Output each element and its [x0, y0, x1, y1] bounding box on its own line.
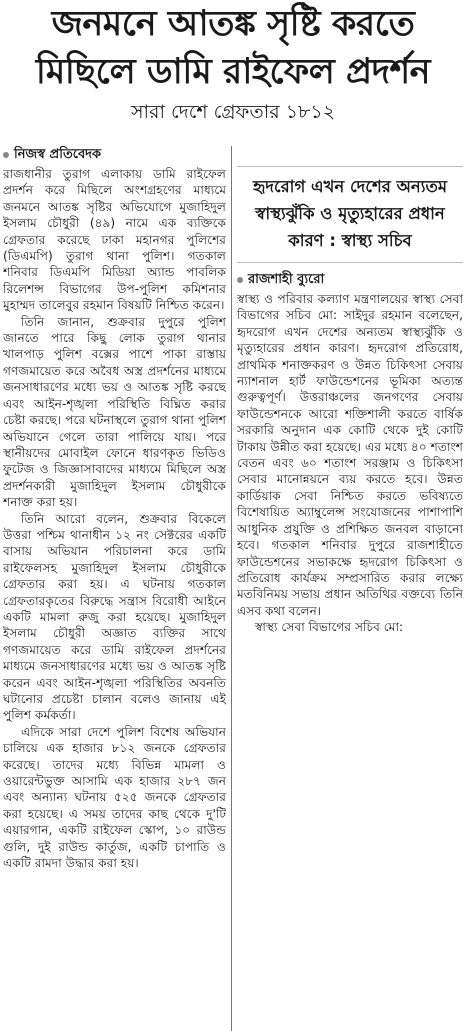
bullet-icon [3, 152, 9, 158]
story1-paragraph: রাজধানীর তুরাগ এলাকায় ডামি রাইফেল প্রদর্শন করে মিছিলে অংশগ্রহণের মাধ্যমে জনমনে আতঙ্ক সৃষ্টির অভিযোগে মুজাহিদুল ইসলাম চৌধুরী (৪৯) নামে এক ব্যক্তিকে গ্রেফতার করেছে ঢাকা মহানগর পুলিশের (ডিএমপি) তুরাগ থানা পুলিশ। গতকাল শনিবার ডিএমপি মিডিয়া অ্যান্ড পাবলিক রিলেশন্স বিভাগের উপ-পুলিশ কমিশনার মুহাম্মদ তালেবুর রহমান বিষয়টি নিশ্চিত করেন। [3, 167, 226, 313]
story1-paragraph: তিনি আরো বলেন, শুক্রবার বিকেলে উত্তরা পশ্চিম থানাধীন ১২ নং সেক্টরের একটি বাসায় অভিযান পরিচালনা করে ডামি রাইফেলসহ মুজাহিদুল ইসলাম চৌধুরীকে গ্রেফতার করা হয়। এ ঘটনায় গতকাল গ্রেফতারকৃতের বিরুদ্ধে সন্ত্রাস বিরোধী আইনে একটি মামলা রুজু করা হয়েছে। মুজাহিদুল ইসলাম চৌধুরী অজ্ঞাত ব্যক্তির সাথে গণজমায়েত করে ডামি রাইফেল প্রদর্শনের মাধ্যমে জনসাধারণের মধ্যে ভয় ও আতঙ্ক সৃষ্টি করেন এবং আইন-শৃঙ্খলা পরিস্থিতির অবনতি ঘটানোর প্রচেষ্টা চালান বলেও জানায় এই পুলিশ কর্মকর্তা। [3, 511, 226, 723]
left-column [3, 146, 226, 1031]
headline-block [0, 0, 466, 126]
headline-line-1: জনমনে আতঙ্ক সৃষ্টি করতে [51, 4, 415, 44]
story1-byline [3, 146, 226, 164]
story2-byline-text: রাজশাহী ব্যুরো [248, 272, 325, 287]
story2-paragraph: স্বাস্থ্য সেবা বিভাগের সচিব মো: [255, 620, 404, 635]
story1-byline-text: নিজস্ব প্রতিবেদক [14, 147, 102, 162]
story2-byline [237, 271, 463, 289]
headline-subtitle: সারা দেশে গ্রেফতার ১৮১২ [130, 101, 336, 123]
story1-paragraph: এদিকে সারা দেশে পুলিশ বিশেষ অভিযান চালিয়ে এক হাজার ৮১২ জনকে গ্রেফতার করেছে। তাদের মধ্যে বিভিন্ন মামলা ও ওয়ারেন্টভুক্ত আসামি এক হাজার ২৮৭ জন এবং অন্যান্য ঘটনায় ৫২৫ জনকে গ্রেফতার করা হয়েছে। এ সময় তাদের কাছ থেকে দু'টি এয়ারগান, একটি রাইফেল স্কোপ, ১০ রাউন্ড গুলি, দুই রাউন্ড কার্তুজ, একটি চাপাতি ও একটি রামদা উদ্ধার করা হয়। [3, 724, 226, 871]
story2-paragraph: স্বাস্থ্য ও পরিবার কল্যাণ মন্ত্রণালয়ের স্বাস্থ্য সেবা বিভাগের সচিব মো: সাইদুর রহমান বলেছেন, হৃদরোগ এখন দেশের অন্যতম স্বাস্থ্যঝুঁকি ও মৃত্যুহারের প্রধান কারণ। হৃদরোগ প্রতিরোধ, প্রাথমিক শনাক্তকরণ ও উন্নত চিকিৎসা সেবায় ন্যাশনাল হার্ট ফাউন্ডেশনের ভূমিকা অত্যন্ত গুরুত্বপূর্ণ। উত্তরাঞ্চলের জনগণের সেবায় ফাউন্ডেশনকে আরো শক্তিশালী করতে বার্ষিক সরকারি অনুদান এক কোটি থেকে দুই কোটি টাকায় উন্নীত করা হয়েছে। এর মধ্যে ৪০ শতাংশ বেতন এবং ৬০ শতাংশ সরঞ্জাম ও চিকিৎসা সেবার মানোন্নয়নে ব্যয় করতে হবে। উন্নত কার্ডিয়াক সেবা নিশ্চিত করতে ভবিষ্যতে বিশেষায়িত অ্যাম্বুলেন্স সংযোজনের পাশাপাশি আধুনিক প্রযুক্তি ও প্রশিক্ষিত জনবল বাড়ানো হবে। গতকাল শনিবার দুপুরে রাজশাহীতে ফাউন্ডেশনের সভাকক্ষে হৃদরোগ চিকিৎসা ও প্রতিরোধ কার্যক্রম সম্প্রসারিত করার লক্ষ্যে মতবিনিময় সভায় প্রধান অতিথির বক্তব্যে তিনি এসব কথা বলেন। [237, 292, 463, 618]
right-column [237, 146, 463, 1031]
headline-line-2: মিছিলে ডামি রাইফেল প্রদর্শন [35, 52, 431, 92]
story1-paragraph: তিনি জানান, শুক্রবার দুপুরে পুলিশ জানতে পারে কিছু লোক তুরাগ থানার খালপাড় পুলিশ বক্সের পাশে পাকা রাস্তায় গণজমায়েত করে অবৈধ অস্ত্র প্রদর্শনের মাধ্যমে জনসাধারণের মধ্যে ভয় ও আতঙ্ক সৃষ্টি করছে এবং আইন-শৃঙ্খলা পরিস্থিতি বিঘ্নিত করার চেষ্টা করছে। পরে ঘটনাস্থলে তুরাগ থানা পুলিশ অভিযানে গেলে তারা পালিয়ে যায়। পরে স্থানীয়দের মোবাইল ফোনে ধারণকৃত ভিডিও ফুটেজ ও জিজ্ঞাসাবাদের মাধ্যমে মিছিলে অস্ত্র প্রদর্শনকারী মুজাহিদুল ইসলাম চৌধুরীকে শনাক্ত করা হয়। [3, 314, 226, 510]
story2-headline: হৃদরোগ এখন দেশের অন্যতম স্বাস্থ্যঝুঁকি ও মৃত্যুহারের প্রধান কারণ : স্বাস্থ্য সচিব [237, 166, 463, 263]
bullet-icon [237, 277, 243, 283]
column-divider [231, 146, 232, 1031]
